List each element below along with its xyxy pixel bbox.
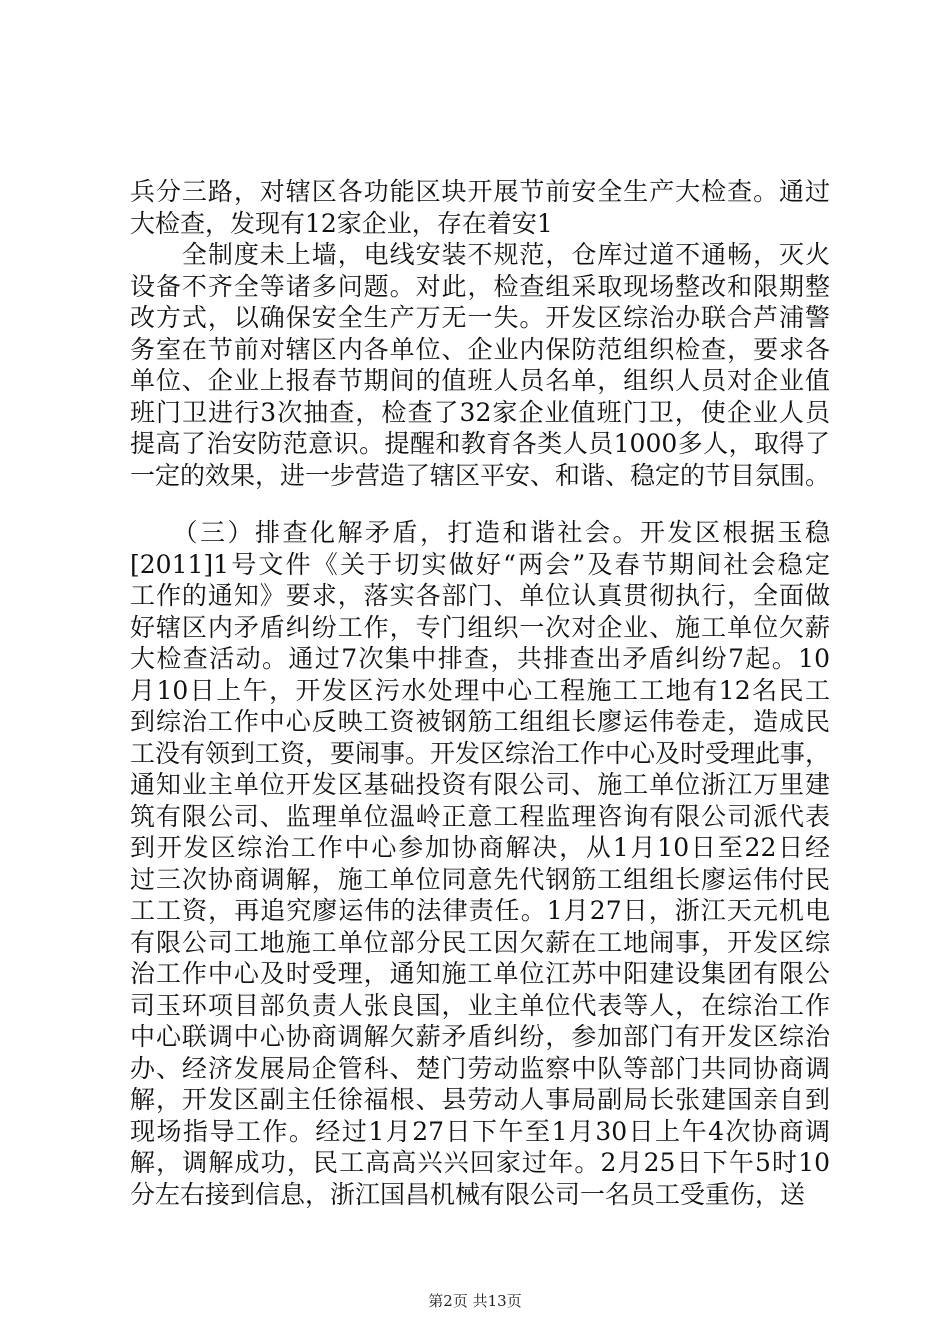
paragraph: [130, 239, 830, 491]
text-line: 解，调解成功，民工高高兴兴回家过年。2月25日下午5时10: [130, 1148, 830, 1177]
text-line: 过三次协商调解，施工单位同意先代钢筋工组组长廖运伟付民: [130, 864, 830, 894]
text-line: 分左右接到信息，浙江国昌机械有限公司一名员工受重伤，送: [130, 1179, 806, 1209]
text-line: 大检查活动。通过7次集中排查，共排查出矛盾纠纷7起。10: [130, 644, 830, 673]
text-line: 设备不齐全等诸多问题。对此，检查组采取现场整改和限期整: [130, 271, 830, 301]
paragraph: [130, 176, 830, 239]
text-line: 工作的通知》要求，落实各部门、单位认真贯彻执行，全面做: [130, 581, 830, 610]
text-line: 提高了治安防范意识。提醒和教育各类人员1000多人，取得了: [130, 429, 830, 458]
text-line: 工没有领到工资，要闹事。开发区综治工作中心及时受理此事，: [130, 738, 831, 768]
text-line: 大检查，发现有12家企业，存在着安1: [130, 208, 553, 238]
text-line: [2011]1号文件《关于切实做好“两会”及春节期间社会稳定: [130, 549, 830, 579]
text-line: 治工作中心及时受理，通知施工单位江苏中阳建设集团有限公: [130, 959, 830, 988]
text-line: 班门卫进行3次抽查，检查了32家企业值班门卫，使企业人员: [130, 397, 830, 427]
text-line: 好辖区内矛盾纠纷工作，专门组织一次对企业、施工单位欠薪: [130, 612, 830, 642]
text-line: 务室在节前对辖区内各单位、企业内保防范组织检查，要求各: [130, 334, 830, 364]
text-line: 办、经济发展局企管科、楚门劳动监察中队等部门共同协商调: [130, 1053, 830, 1083]
text-line: 月10日上午，开发区污水处理中心工程施工工地有12名民工: [130, 675, 830, 705]
text-line: 单位、企业上报春节期间的值班人员名单，组织人员对企业值: [130, 366, 830, 395]
text-line: 兵分三路，对辖区各功能区块开展节前安全生产大检查。通过: [130, 177, 830, 206]
text-line: 工工资，再追究廖运伟的法律责任。1月27日，浙江天元机电: [130, 896, 830, 925]
text-line: 改方式，以确保安全生产万无一失。开发区综治办联合芦浦警: [130, 303, 830, 332]
paragraph: [130, 517, 830, 1210]
text-line: 通知业主单位开发区基础投资有限公司、施工单位浙江万里建: [130, 770, 830, 799]
text-line: 有限公司工地施工单位部分民工因欠薪在工地闹事，开发区综: [130, 927, 830, 957]
document-body: [130, 176, 830, 1210]
text-line: 一定的效果，进一步营造了辖区平安、和谐、稳定的节目氛围。: [130, 460, 831, 490]
text-line: 全制度未上墙，电线安装不规范，仓库过道不通畅，灭火: [130, 240, 830, 269]
text-line: 到开发区综治工作中心参加协商解决，从1月10日至22日经: [130, 833, 830, 862]
paragraph-gap: [130, 491, 830, 517]
text-line: 司玉环项目部负责人张良国，业主单位代表等人，在综治工作: [130, 990, 830, 1020]
page-footer: 第2页 共13页: [428, 1292, 522, 1310]
text-line: 筑有限公司、监理单位温岭正意工程监理咨询有限公司派代表: [130, 801, 830, 831]
text-line: 现场指导工作。经过1月27日下午至1月30日上午4次协商调: [130, 1116, 830, 1146]
text-line: 中心联调中心协商调解欠薪矛盾纠纷，参加部门有开发区综治: [130, 1022, 830, 1051]
text-line: 到综治工作中心反映工资被钢筋工组组长廖运伟卷走，造成民: [130, 707, 830, 736]
text-line: （三）排查化解矛盾，打造和谐社会。开发区根据玉稳: [130, 518, 830, 547]
text-line: 解，开发区副主任徐福根、县劳动人事局副局长张建国亲自到: [130, 1085, 830, 1114]
